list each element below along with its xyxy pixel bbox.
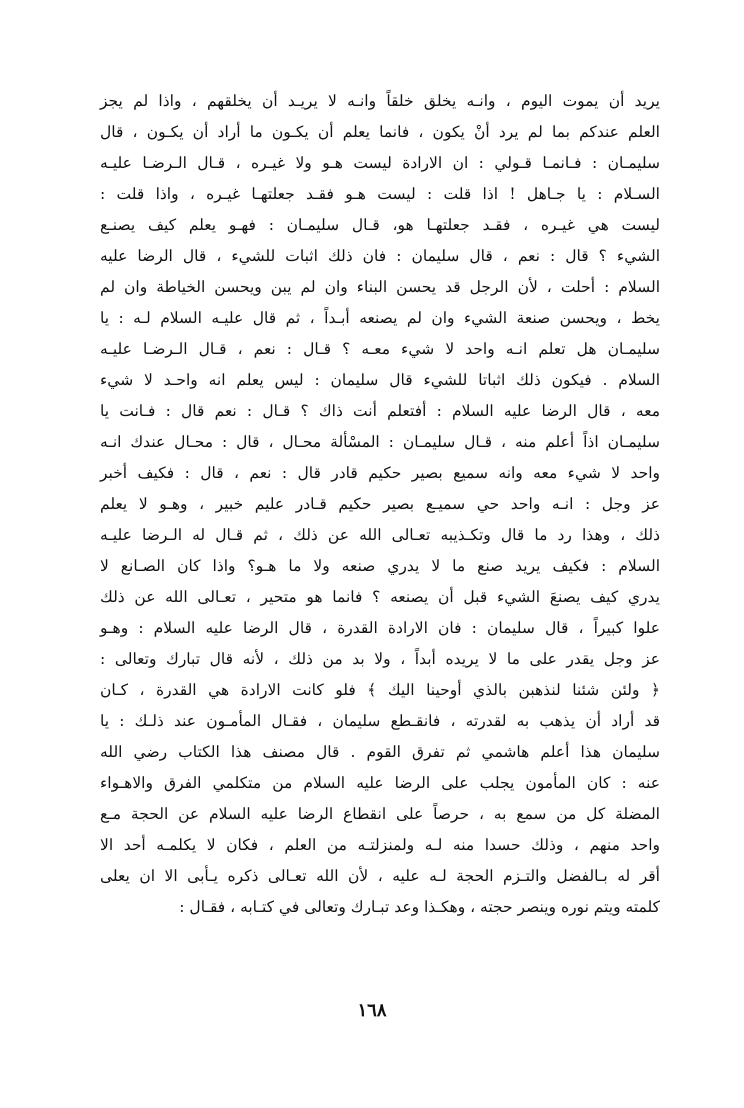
text-line: الشيء ؟ قال : نعم ، قال سليمان : فان ذلك اثبات للشيء ، قال الرضا عليه (100, 247, 660, 265)
text-line: أقر له بـالفضل والتـزم الحجة لـه عليه ، لأن الله تعـالى ذكره يـأبى الا ان يعلى (100, 867, 660, 885)
text-line: السلام : أحلت ، لأن الرجل قد يحسن البناء وان لم يبن ويحسن الخياطة وان لم (100, 278, 660, 296)
text-line: ذلك ، وهذا رد ما قال وتكـذيبه تعـالى الله عن ذلك ، ثم قـال له الـرضا عليـه (100, 526, 660, 544)
text-line: سليمـان اذاً أعلم منه ، قـال سليمـان : المسْألة محـال ، قال : محـال عندك انـه (100, 433, 660, 451)
text-line: السلام : فكيف يريد صنع ما لا يدري صنعه ولا ما هـو؟ واذا كان الصـانع لا (100, 557, 660, 575)
text-line: يريد أن يموت اليوم ، وانـه يخلق خلقاً وانـه لا يريـد أن يخلقهم ، واذا لم يجز (100, 92, 660, 110)
text-line: السلام . فيكون ذلك اثباتا للشيء قال سليمان : ليس يعلم انه واحـد لا شيء (100, 371, 660, 389)
text-line: معه ، قال الرضا عليه السلام : أفتعلم أنت ذاك ؟ قـال : نعم قال : فـانت يا (100, 402, 660, 420)
page-number: ١٦٨ (357, 1000, 387, 1021)
text-line: كلمته ويتم نوره وينصر حجته ، وهكـذا وعد تبـارك وتعالى في كتـابه ، فقـال : (179, 898, 660, 916)
text-line: واحد لا شيء معه وانه سميع بصير حكيم قادر قال : نعم ، قال : فكيف أخبر (100, 464, 660, 482)
text-line: يخط ، ويحسن صنعة الشيء وان لم يصنعه أبـداً ، ثم قال عليـه السلام لـه : يا (100, 309, 660, 327)
text-line: قد أراد أن يذهب به لقدرته ، فانقـطع سليمان ، فقـال المأمـون عند ذلـك : يا (100, 712, 660, 730)
text-line: سليمـان هل تعلم انـه واحد لا شيء معـه ؟ قـال : نعم ، قـال الـرضـا عليـه (100, 340, 660, 358)
text-line: ليست هي غيـره ، فقـد جعلتهـا هو، قـال سليمـان : فهـو يعلم كيف يصنـع (100, 216, 660, 234)
body-text (100, 86, 660, 923)
text-line: عز وجل : انـه واحد حي سميـع بصير حكيم قـادر عليم خبير ، وهـو لا يعلم (100, 495, 660, 513)
text-line: سليمـان : فـانمـا قـولي : ان الارادة ليست هـو ولا غيـره ، قـال الـرضـا عليـه (100, 154, 660, 172)
text-line: عز وجل يقدر على ما لا يريده أبداً ، ولا بد من ذلك ، لأنه قال تبارك وتعالى : (100, 650, 660, 668)
text-line: عنه : كان المأمون يجلب على الرضا عليه السلام من متكلمي الفرق والاهـواء (100, 774, 660, 792)
text-line: علوا كبيراً ، قال سليمان : فان الارادة القدرة ، قال الرضا عليه السلام : وهـو (100, 619, 660, 637)
text-line: المضلة كل من سمع به ، حرصاً على انقطاع الرضا عليه السلام عن الحجة مـع (100, 805, 660, 823)
text-line: سليمان هذا أعلم هاشمي ثم تفرق القوم . قال مصنف هذا الكتاب رضي الله (100, 743, 660, 761)
text-line: السـلام : يا جـاهل ! اذا قلت : ليست هـو فقـد جعلتهـا غيـره ، واذا قلت : (100, 185, 660, 203)
text-line: العلم عندكم بما لم يرد أنْ يكون ، فانما يعلم أن يكـون ما أراد أن يكـون ، قال (100, 123, 660, 141)
text-line: واحد منهم ، وذلك حسدا منه لـه ولمنزلتـه من العلم ، فكان لا يكلمـه أحد الا (100, 836, 660, 854)
quran-verse-line: ﴿ ولئن شئنا لنذهبن بالذي أوحينا اليك ﴾ فلو كانت الارادة هي القدرة ، كـان (100, 681, 660, 699)
text-line: يدري كيف يصنعَ الشيء قبل أن يصنعه ؟ فانما هو متحير ، تعـالى الله عن ذلك (100, 588, 660, 606)
